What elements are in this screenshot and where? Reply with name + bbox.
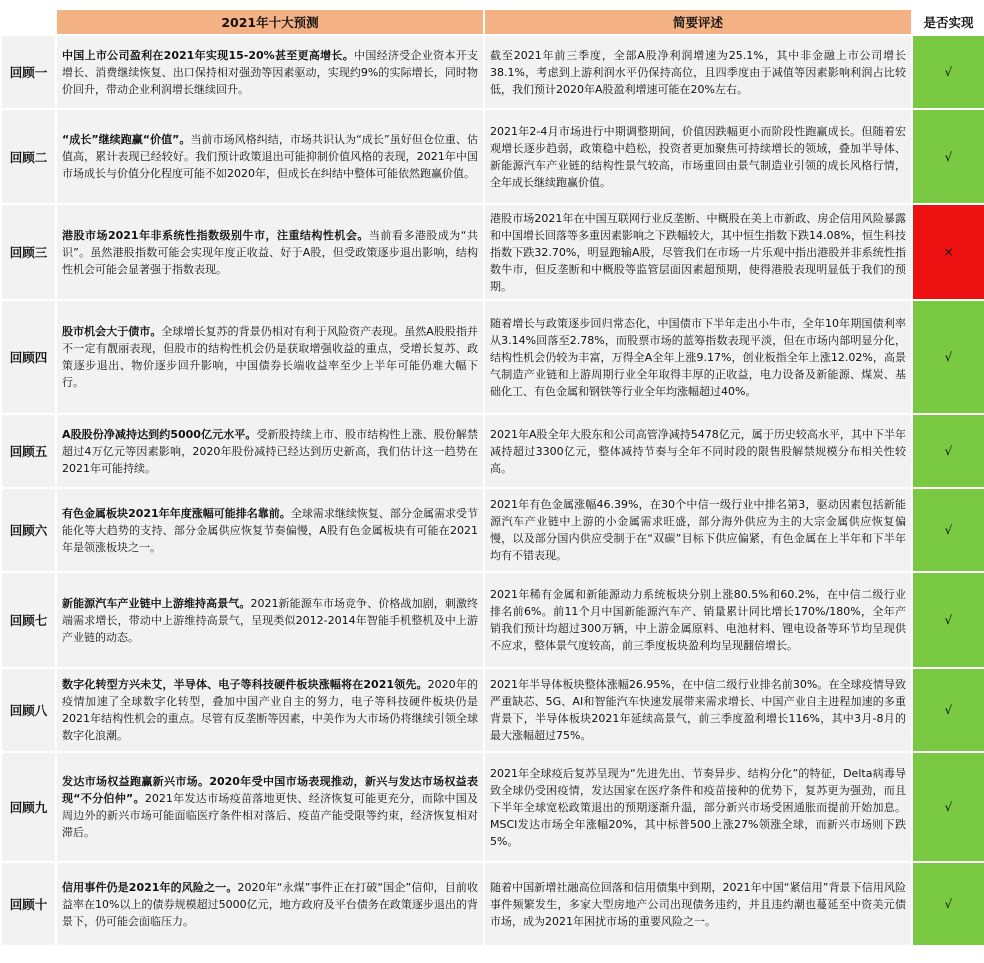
table-row: [1, 35, 984, 109]
prediction-text: 2021年发达市场疫苗落地更快、经济恢复可能更充分，而除中国及周边外的新兴市场可能面临医疗条件相对落后、疫苗产能受限等约束，经济恢复相对滞后。: [62, 792, 478, 839]
table-row: [1, 109, 984, 204]
comment-cell: 截至2021年前三季度，全部A股净利润增速为25.1%，其中非金融上市公司增长38.1%，考虑到上游利润水平仍保持高位，且四季度由于减值等因素影响利润占比较低，我们预计2020年A股盈利增速可能在20%左右。: [484, 35, 912, 109]
prediction-text: 全球增长复苏的背景仍相对有利于风险资产表现。虽然A股股指并不一定有靓丽表现，但股市的结构性机会仍是获取增强收益的重点，受增长复苏、政策逐步退出、物价逐步回升影响，中国债券长端收益率至少上半年可能仍难大幅下行。: [62, 325, 478, 389]
row-label: 回顾八: [1, 668, 56, 752]
achieved-check-icon: √: [912, 414, 984, 488]
comment-cell: 2021年半导体板块整体涨幅26.95%，在中信二级行业排名前30%。在全球疫情导致严重缺芯、5G、AI和智能汽车快速发展带来需求增长、中国产业自主进程加速的多重背景下，半导体板块2021年延续高景气，前三季度盈利增长116%，其中3月-8月的最大涨幅超过75%。: [484, 668, 912, 752]
row-label: 回顾二: [1, 109, 56, 204]
prediction-cell: [56, 414, 484, 488]
prediction-title: 信用事件仍是2021年的风险之一。: [62, 880, 238, 894]
prediction-text: 中国经济受企业资本开支增长、消费继续恢复、出口保持相对强劲等因素驱动，实现约9%的实际增长，同时物价回升，带动企业利润增长继续回升。: [62, 48, 478, 96]
row-label: 回顾五: [1, 414, 56, 488]
prediction-cell: [56, 488, 484, 572]
prediction-title: 发达市场权益跑赢新兴市场。2020年受中国市场表现推动，新兴与发达市场权益表现“不分伯仲”。: [62, 775, 478, 805]
prediction-text: 2020年“永煤”事件正在打破“国企”信仰，目前收益率在10%以上的债券规模超过5000亿元，地方政府及平台债务在政策逐步退出的背景下，仍可能会面临压力。: [62, 880, 478, 928]
achieved-check-icon: √: [912, 668, 984, 752]
prediction-cell: [56, 752, 484, 862]
row-label: 回顾四: [1, 300, 56, 414]
prediction-text: 当前市场风格纠结，市场共识认为“成长”虽好但仓位重、估值高，累计表现已经较好。我们预计政策退出可能抑制价值风格的表现，2021年中国市场成长与价值分化程度可能不如2020年，但成长在纠结中整体可能依然跑赢价值。: [62, 133, 478, 180]
comment-cell: 2021年全球疫后复苏呈现为“先进先出、节奏异步、结构分化”的特征，Delta病毒导致全球仍受困疫情，发达国家在医疗条件和疫苗接种的优势下，复苏更为强劲，而且下半年全球宽松政策退出的预期逐渐升温，部分新兴市场受困通胀而提前开始加息。MSCI发达市场全年涨幅20%，其中标普500上涨27%领涨全球，而新兴市场则下跌5%。: [484, 752, 912, 862]
prediction-title: A股股份净减持达到约5000亿元水平。: [62, 427, 257, 441]
comment-cell: 2021年2-4月市场进行中期调整期间，价值因跌幅更小而阶段性跑赢成长。但随着宏观增长逐步趋弱，政策稳中趋松，投资者更加聚焦可持续增长的领域，叠加半导体、新能源汽车产业链的结构性景气较高，市场重回由景气制造业引领的成长风格行情，全年成长继续跑赢价值。: [484, 109, 912, 204]
table-row: [1, 862, 984, 946]
row-label: 回顾六: [1, 488, 56, 572]
table-row: [1, 668, 984, 752]
row-label: 回顾九: [1, 752, 56, 862]
prediction-text: 2021新能源车市场竞争、价格战加剧，刺激终端需求增长，带动中上游维持高景气，呈现类似2012-2014年智能手机整机及中上游产业链的动态。: [62, 596, 479, 644]
prediction-cell: [56, 572, 484, 668]
achieved-check-icon: √: [912, 35, 984, 109]
table-row: [1, 572, 984, 668]
prediction-cell: [56, 204, 484, 300]
prediction-cell: [56, 109, 484, 204]
achieved-check-icon: √: [912, 488, 984, 572]
achieved-check-icon: √: [912, 862, 984, 946]
prediction-cell: [56, 862, 484, 946]
comment-cell: 2021年稀有金属和新能源动力系统板块分别上涨80.5%和60.2%，在中信二级行业排名前6%。前11个月中国新能源汽车产、销量累计同比增长170%/180%，全年产销我们预计均超过300万辆，中上游金属原料、电池材料、锂电设备等环节均呈现供不应求，整体景气度较高，前三季度板块盈利均呈现翻倍增长。: [484, 572, 912, 668]
row-label: 回顾十: [1, 862, 56, 946]
prediction-cell: [56, 35, 484, 109]
row-label: 回顾七: [1, 572, 56, 668]
achieved-check-icon: √: [912, 752, 984, 862]
prediction-text: 受新股持续上市、股市结构性上涨、股份解禁超过4万亿元等因素影响，2020年股份减持已经达到历史新高，我们估计这一趋势在2021年可能持续。: [62, 427, 478, 475]
prediction-title: 有色金属板块2021年年度涨幅可能排名靠前。: [62, 506, 291, 520]
table-row: [1, 488, 984, 572]
review-table: [0, 8, 984, 947]
header-row: [1, 9, 984, 35]
prediction-title: 港股市场2021年非系统性指数级别牛市，注重结构性机会。: [62, 228, 369, 242]
row-label: 回顾一: [1, 35, 56, 109]
prediction-text: 全球需求继续恢复、部分金属需求受节能化等大趋势的支持、部分金属供应恢复节奏偏慢，A股有色金属板块有可能在2021年是领涨板块之一。: [62, 506, 478, 554]
table-row: [1, 300, 984, 414]
prediction-title: 股市机会大于债市。: [62, 325, 162, 338]
comment-cell: 2021年A股全年大股东和公司高管净减持5478亿元，属于历史较高水平，其中下半年减持超过3300亿元，整体减持节奏与全年不同时段的限售股解禁规模分布相关性较高。: [484, 414, 912, 488]
header-comment: 简要评述: [484, 9, 912, 35]
prediction-title: 数字化转型方兴未艾，半导体、电子等科技硬件板块涨幅将在2021领先。: [62, 678, 428, 691]
row-label: 回顾三: [1, 204, 56, 300]
achieved-check-icon: √: [912, 300, 984, 414]
prediction-title: 中国上市公司盈利在2021年实现15-20%甚至更高增长。: [62, 48, 355, 62]
prediction-cell: [56, 300, 484, 414]
prediction-title: “成长”继续跑赢“价值”。: [62, 133, 191, 146]
header-result: 是否实现: [912, 9, 984, 35]
prediction-title: 新能源汽车产业链中上游维持高景气。: [62, 596, 251, 610]
header-blank: [1, 9, 56, 35]
achieved-check-icon: √: [912, 572, 984, 668]
comment-cell: 随着中国新增社融高位回落和信用债集中到期，2021年中国“紧信用”背景下信用风险事件频繁发生，多家大型房地产公司出现债务违约，并且违约潮也蔓延至中资美元债市场，成为2021年困扰市场的重要风险之一。: [484, 862, 912, 946]
not-achieved-cross-icon: ×: [912, 204, 984, 300]
prediction-cell: [56, 668, 484, 752]
comment-cell: 2021年有色金属涨幅46.39%，在30个中信一级行业中排名第3，驱动因素包括新能源汽车产业链中上游的小金属需求旺盛，部分海外供应为主的大宗金属供应恢复偏慢，以及部分国内供应受制于在“双碳”目标下供应偏紧，有色金属在上半年和下半年均有不错表现。: [484, 488, 912, 572]
achieved-check-icon: √: [912, 109, 984, 204]
comment-cell: 港股市场2021年在中国互联网行业反垄断、中概股在美上市新政、房企信用风险暴露和中国增长回落等多重因素影响之下跌幅较大，其中恒生指数下跌14.08%，恒生科技指数下跌32.70%，明显跑输A股，尽管我们在市场一片乐观中指出港股并非系统性指数牛市，但反垄断和中概股等监管层面因素超预期，使得港股表现明显低于我们的预期。: [484, 204, 912, 300]
table-row: [1, 414, 984, 488]
header-prediction: 2021年十大预测: [56, 9, 484, 35]
comment-cell: 随着增长与政策逐步回归常态化，中国债市下半年走出小牛市，全年10年期国债利率从3.14%回落至2.78%，而股票市场的蓝筹指数表现平淡，但在市场内部明显分化，结构性机会仍较为丰富，万得全A全年上涨9.17%，创业板指全年上涨12.02%，高景气制造产业链和上游周期行业全年取得丰厚的正收益，电力设备及新能源、煤炭、基础化工、有色金属和钢铁等行业全年均涨幅超过40%。: [484, 300, 912, 414]
prediction-text: 2020年的疫情加速了全球数字化转型，叠加中国产业自主的努力，电子等科技硬件板块仍是2021年结构性机会的重点。尽管有反垄断等因素，中美作为大市场仍将继续引领全球数字化浪潮。: [62, 678, 478, 742]
prediction-text: 当前看多港股成为“共识”。虽然港股指数可能会实现年度正收益、好于A股，但受政策逐步退出影响，结构性机会可能会显著强于指数表现。: [62, 228, 478, 276]
table-row: [1, 752, 984, 862]
table-row: [1, 204, 984, 300]
